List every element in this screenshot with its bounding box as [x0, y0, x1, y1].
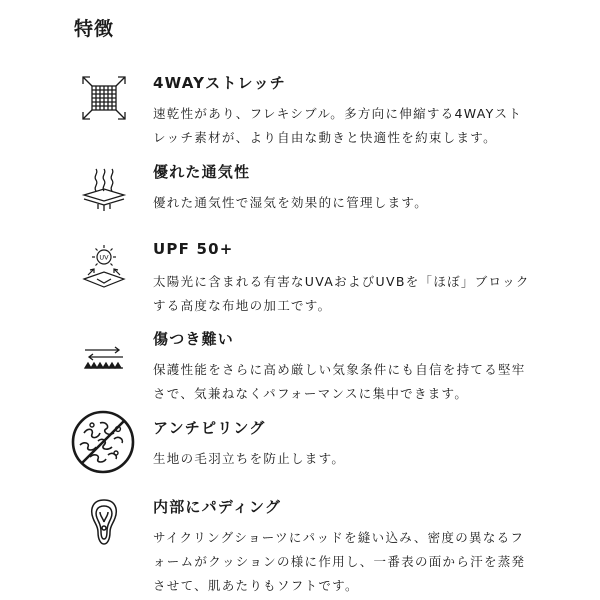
feature-title: アンチピリング [153, 419, 266, 437]
anti-pilling-icon [66, 405, 140, 479]
uv-label: UV [99, 253, 109, 262]
page-title: 特徴 [74, 18, 115, 40]
feature-title: 内部にパディング [153, 498, 282, 516]
uv-protection-icon [70, 234, 138, 302]
breathability-icon [70, 155, 138, 223]
feature-description: 生地の毛羽立ちを防止します。 [153, 451, 346, 466]
feature-description: 速乾性があり、フレキシブル。多方向に伸縮する4WAYストレッチ素材が、より自由な動きと快適性を約束します。 [153, 106, 523, 145]
feature-description: サイクリングショーツにパッドを縫い込み、密度の異なるフォームがクッションの様に作用し、一番表の面から汗を蒸発させて、肌あたりもソフトです。 [153, 530, 526, 593]
feature-description: 優れた通気性で湿気を効果的に管理します。 [153, 195, 429, 210]
stretch-mesh-icon [70, 64, 138, 132]
feature-description: 保護性能をさらに高め厳しい気象条件にも自信を持てる堅牢さで、気兼ねなくパフォーマンスに集中できます。 [153, 362, 526, 401]
chamois-padding-icon [70, 488, 138, 556]
feature-title: 傷つき難い [153, 330, 235, 348]
feature-title: UPF 50+ [153, 240, 234, 258]
feature-title: 4WAYストレッチ [153, 74, 286, 92]
feature-title: 優れた通気性 [153, 163, 251, 181]
feature-description: 太陽光に含まれる有害なUVAおよびUVBを「ほぼ」ブロックする高度な布地の加工です。 [153, 274, 530, 313]
abrasion-resistant-icon [70, 324, 138, 392]
